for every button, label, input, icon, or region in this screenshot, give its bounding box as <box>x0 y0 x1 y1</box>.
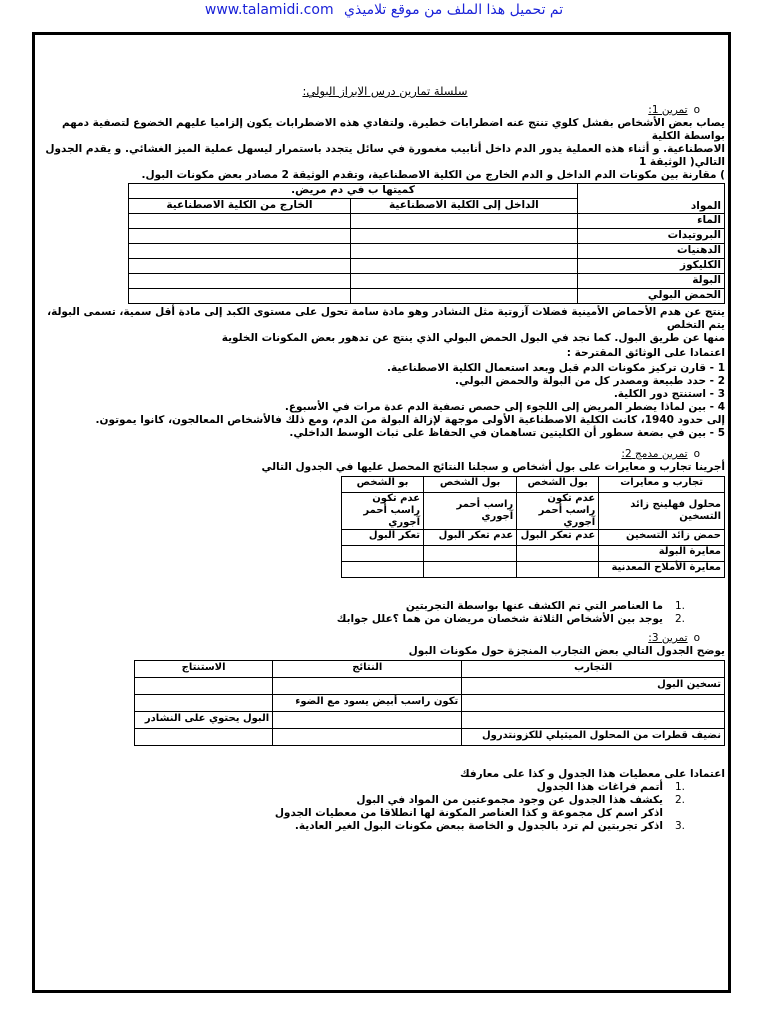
table-cell: محلول فهلينج زائد التسخين <box>599 493 725 530</box>
exercise-3-intro: يوضح الجدول التالي بعض التجارب المنجزة حول مكونات البول <box>408 645 725 657</box>
col-results: النتائج <box>273 661 462 678</box>
list-item: .2 يوجد بين الأشخاص الثلاثة شخصان مريضان من هما ؟علل جوابك <box>336 613 685 625</box>
exercise-2-heading <box>45 448 700 461</box>
banner-text: تم تحميل هذا الملف من موقع تلاميذي <box>344 2 564 18</box>
table-cell: عدم تكون راسب أحمر آجوري <box>517 493 599 530</box>
quantity-header: كميتها ب في دم مريض. <box>129 184 578 199</box>
bullet-icon: o <box>693 448 700 460</box>
historical-note: إلى حدود 1940، كانت الكلية الاصطناعية الأولى موجهة لإزالة البولة من الدم، ومع ذلك فالأشخاص المعالجون، كانوا يموتون. <box>95 414 725 426</box>
table-cell: نضيف قطرات من المحلول الميثيلي للكزونتدرول <box>462 729 725 746</box>
document-2-line-2: منها عن طريق البول. كما نجد في البول الحمض البولي الذي ينتج عن تدهور بعض المكونات الخلوية <box>221 332 725 344</box>
table-cell: راسب أحمر آجوري <box>424 493 517 530</box>
table-cell: معايرة الأملاح المعدنية <box>599 562 725 578</box>
urine-components-table <box>134 660 725 746</box>
worksheet-title: سلسلة تمارين درس الابراز البولي: <box>302 84 468 98</box>
bullet-icon: o <box>693 632 700 644</box>
exercise-1-prompt: اعتمادا على الوثائق المقترحة : <box>566 347 725 359</box>
question-5: 5 - بين في بضعة سطور أن الكليتين تساهمان في الحفاظ على ثبات الوسط الداخلي. <box>289 427 725 439</box>
list-item: .1 أتمم فراغات هذا الجدول <box>536 781 685 793</box>
col-person: بو الشخص <box>342 477 424 493</box>
col-experiments: التجارب <box>462 661 725 678</box>
table-cell: عدم تعكر البول <box>517 530 599 546</box>
table-row: الماء <box>578 214 725 229</box>
table-cell: تكون راسب أبيض يسود مع الضوء <box>273 695 462 712</box>
table-row: البروتيدات <box>578 229 725 244</box>
exercise-1-intro-line-3: ) مقارنة بين مكونات الدم الداخل و الدم الخارج من الكلية الاصطناعية، وتقدم الوثيقة 2 مصادر بعض مكونات البول. <box>141 169 725 181</box>
exercise-2-intro: أجرينا تجارب و معايرات على بول أشخاص و سجلنا النتائج المحصل عليها في الجدول التالي <box>261 461 725 473</box>
col-in: الداخل إلى الكلية الاصطناعية <box>350 199 577 214</box>
bullet-icon: o <box>693 104 700 116</box>
table-cell: معايرة البولة <box>599 546 725 562</box>
question-3: 3 - استنتج دور الكلية. <box>613 388 725 400</box>
site-url[interactable]: www.talamidi.com <box>204 2 334 18</box>
exercise-3-prompt: اعتمادا على معطيات هذا الجدول و كذا على معارفك <box>460 768 725 780</box>
col-tests: تجارب و معايرات <box>599 477 725 493</box>
question-2: 2 - حدد طبيعة ومصدر كل من البولة والحمض البولي. <box>455 375 725 387</box>
table-row: الكليكوز <box>578 259 725 274</box>
col-person: بول الشخص <box>517 477 599 493</box>
list-item: اذكر اسم كل مجموعة و كذا العناصر المكونة لها انطلاقا من معطيات الجدول <box>274 807 663 819</box>
table-cell: عدم تكون راسب أحمر آجوري <box>342 493 424 530</box>
col-out: الخارج من الكلية الاصطناعية <box>129 199 351 214</box>
list-item: .1 ما العناصر التي تم الكشف عنها بواسطة التجربتين <box>405 600 685 612</box>
exercise-2-label: تمرين مدمج 2: <box>621 448 688 460</box>
document-2-line-1: ينتج عن هدم الأحماض الأمينية فضلات آزوتية مثل النشادر وهو مادة سامة تحول على مستوى الكبد إلى مادة أقل سمية، تسمى البولة، يتم التخلص <box>47 306 725 331</box>
list-item: .3 اذكر تجربتين لم ترد بالجدول و الخاصة ببعض مكونات البول الغير العادية. <box>294 820 685 832</box>
exercise-3-questions <box>45 781 685 833</box>
blood-composition-table <box>128 183 725 304</box>
exercise-1-intro-line-1: يصاب بعض الأشخاص بفشل كلوي تنتج عنه اضطرابات خطيرة. ولتفادي هذه الاضطرابات يكون إلزاميا عليهم الخضوع لتصفية دمهم بواسطة الكلية <box>61 117 725 142</box>
exercise-2-questions <box>45 600 685 626</box>
exercise-3-heading <box>45 632 700 645</box>
table-cell: تسخين البول <box>462 678 725 695</box>
exercise-1-label: تمرين 1: <box>648 104 688 116</box>
col-materials: المواد <box>578 184 725 214</box>
exercise-1-heading <box>45 104 700 117</box>
list-item: .2 يكشف هذا الجدول عن وجود مجموعتين من المواد في البول <box>356 794 685 806</box>
table-row: الدهنيات <box>578 244 725 259</box>
table-row: البولة <box>578 274 725 289</box>
exercise-1-intro-line-2: الاصطناعية. و أثناء هذه العملية يدور الدم داخل أنابيب مغمورة في سائل يتجدد باستمرار ليسهل عملية الميز الغشائي. و يقدم الجدول التالي( الوثيقة 1 <box>45 143 725 168</box>
question-1: 1 - قارن تركيز مكونات الدم قبل وبعد استعمال الكلية الاصطناعية. <box>386 362 725 374</box>
worksheet <box>45 85 725 833</box>
table-cell: تعكر البول <box>342 530 424 546</box>
urine-tests-table <box>341 476 725 578</box>
question-4: 4 - بين لماذا يضطر المريض إلى اللجوء إلى حصص تصفية الدم عدة مرات في الأسبوع. <box>284 401 725 413</box>
table-row: الحمض البولي <box>578 289 725 304</box>
download-banner[interactable] <box>0 0 768 20</box>
table-cell: البول يحتوي على النشادر <box>135 712 273 729</box>
exercise-3-label: تمرين 3: <box>648 632 688 644</box>
col-person: بول الشخص <box>424 477 517 493</box>
col-conclusion: الاستنتاج <box>135 661 273 678</box>
table-cell: عدم تعكر البول <box>424 530 517 546</box>
table-cell: حمض زائد التسخين <box>599 530 725 546</box>
